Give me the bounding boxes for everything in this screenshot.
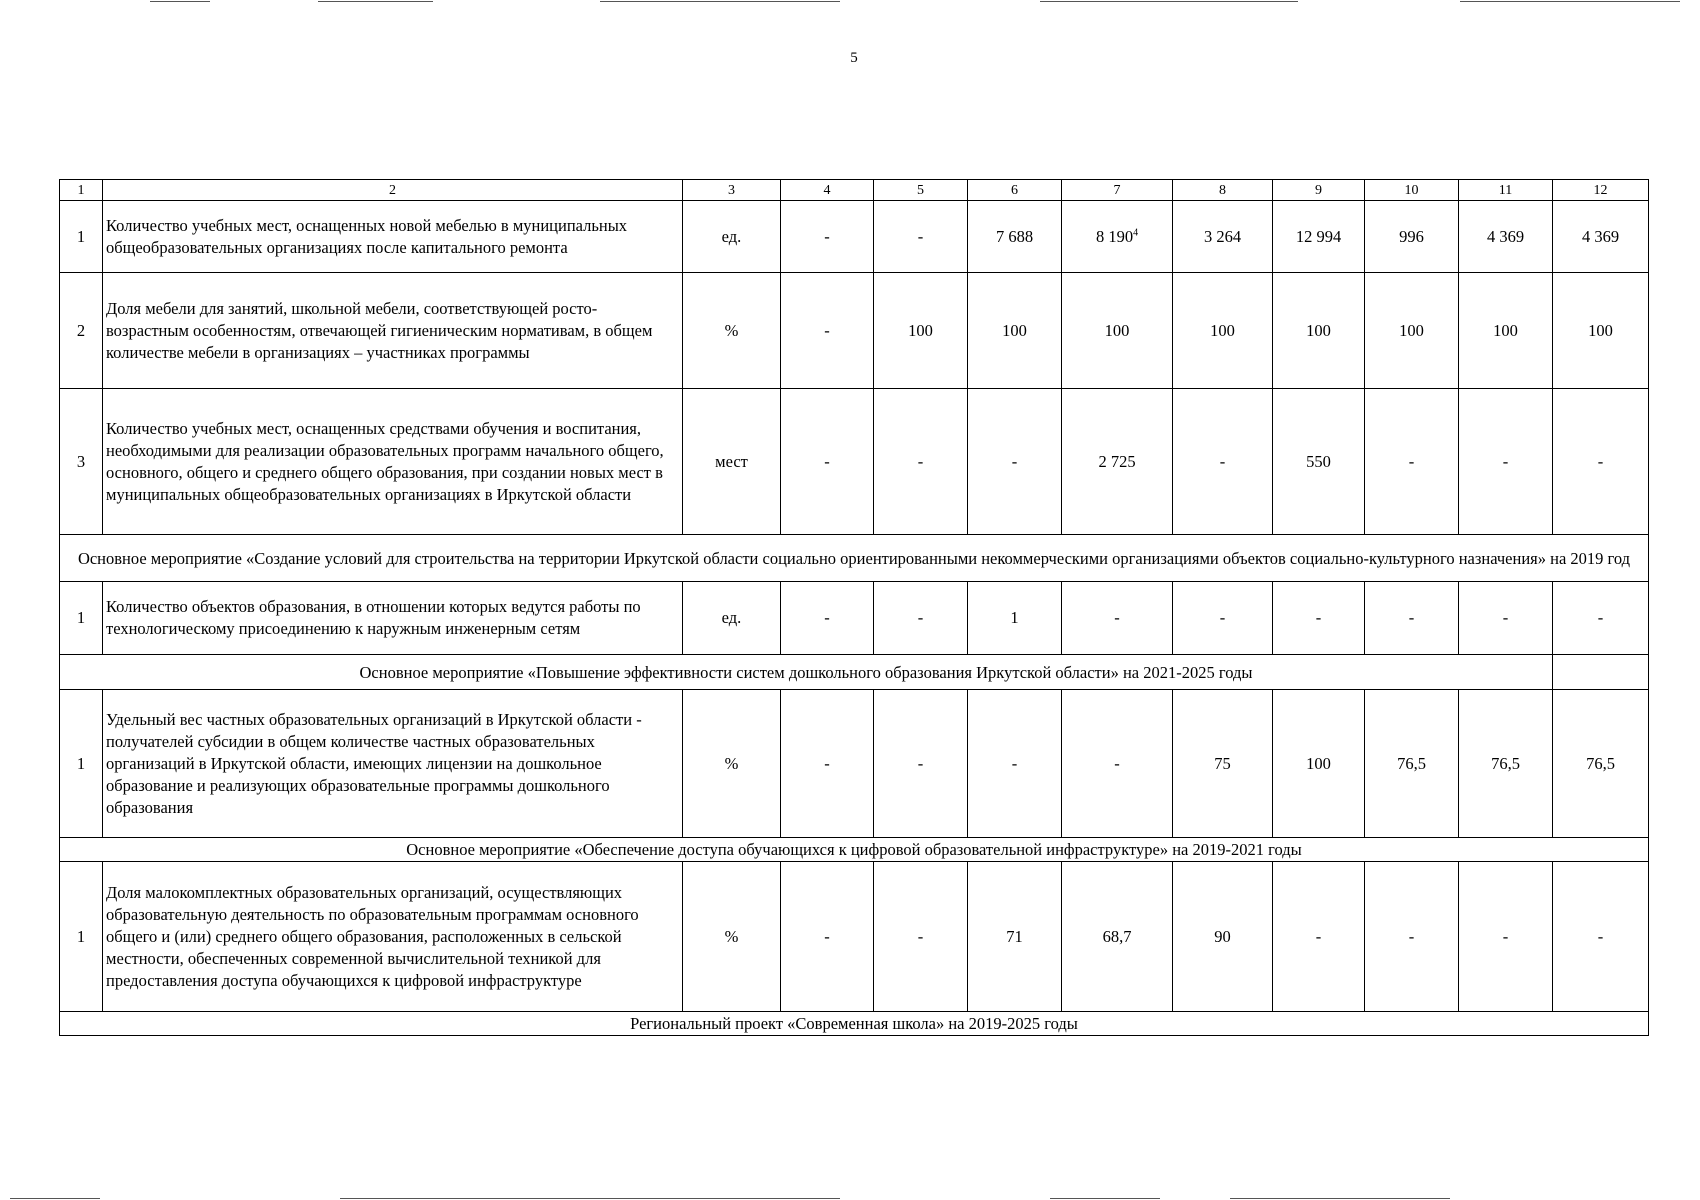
value-cell: 76,5 — [1365, 690, 1459, 838]
value-cell: - — [874, 582, 968, 655]
value-cell: - — [1365, 389, 1459, 535]
unit-cell: мест — [683, 389, 781, 535]
indicator-description: Количество учебных мест, оснащенных новой мебелью в муниципальных общеобразовательных организациях после капитального ремонта — [103, 201, 683, 273]
value-cell: - — [1365, 582, 1459, 655]
value-cell: 2 725 — [1062, 389, 1173, 535]
unit-cell: % — [683, 690, 781, 838]
value-cell: 100 — [1173, 273, 1273, 389]
row-number: 1 — [60, 582, 103, 655]
section-header-row — [60, 838, 1649, 862]
unit-cell: ед. — [683, 201, 781, 273]
value-cell: - — [781, 389, 874, 535]
value-cell: 550 — [1273, 389, 1365, 535]
table-row — [60, 273, 1649, 389]
value-cell: - — [968, 389, 1062, 535]
value-cell: - — [781, 201, 874, 273]
column-number-header: 6 — [968, 180, 1062, 201]
scan-edge-line — [150, 1, 210, 2]
table-row — [60, 389, 1649, 535]
scan-edge-line — [1050, 1198, 1160, 1199]
row-number: 1 — [60, 690, 103, 838]
unit-cell: % — [683, 862, 781, 1012]
value-cell: 4 369 — [1553, 201, 1649, 273]
indicator-description: Количество учебных мест, оснащенных средствами обучения и воспитания, необходимыми для реализации образовательных программ начального общего, основного, общего и среднего общего образования, при создании новых мест в муниципальных общеобразовательных организациях в Иркутской области — [103, 389, 683, 535]
value-text: 8 190 — [1095, 226, 1134, 246]
column-number-header: 11 — [1459, 180, 1553, 201]
value-cell: 996 — [1365, 201, 1459, 273]
value-cell: - — [874, 389, 968, 535]
scan-edge-line — [1230, 1198, 1450, 1199]
value-cell: - — [1553, 582, 1649, 655]
column-number-header: 12 — [1553, 180, 1649, 201]
value-cell: 4 369 — [1459, 201, 1553, 273]
column-number-header: 1 — [60, 180, 103, 201]
section-header-row — [60, 1012, 1649, 1036]
column-number-header: 8 — [1173, 180, 1273, 201]
table-row — [60, 201, 1649, 273]
scan-edge-line — [318, 1, 433, 2]
scan-edge-line — [1040, 1, 1298, 2]
row-number: 3 — [60, 389, 103, 535]
column-number-header: 7 — [1062, 180, 1173, 201]
value-cell: 100 — [1553, 273, 1649, 389]
unit-cell: % — [683, 273, 781, 389]
value-cell: - — [1459, 862, 1553, 1012]
value-cell: 7 688 — [968, 201, 1062, 273]
value-cell: - — [781, 862, 874, 1012]
value-cell — [1062, 201, 1173, 273]
section-title: Основное мероприятие «Обеспечение доступа обучающихся к цифровой образовательной инфраструктуре» на 2019-2021 годы — [60, 838, 1649, 862]
value-cell: 100 — [1459, 273, 1553, 389]
indicator-description: Количество объектов образования, в отношении которых ведутся работы по технологическому присоединению к наружным инженерным сетям — [103, 582, 683, 655]
indicator-description: Удельный вес частных образовательных организаций в Иркутской области - получателей субсидии в общем количестве частных образовательных организаций в Иркутской области, имеющих лицензии на дошкольное образование и реализующих образовательные программы дошкольного образования — [103, 690, 683, 838]
scan-edge-line — [600, 1, 840, 2]
value-cell: - — [781, 273, 874, 389]
value-cell: - — [781, 582, 874, 655]
page-number: 5 — [850, 50, 858, 66]
row-number: 1 — [60, 201, 103, 273]
value-cell: 68,7 — [1062, 862, 1173, 1012]
column-number-header: 10 — [1365, 180, 1459, 201]
column-number-header: 2 — [103, 180, 683, 201]
scan-edge-line — [10, 1198, 100, 1199]
value-cell: - — [1173, 582, 1273, 655]
value-cell: 100 — [874, 273, 968, 389]
section-title: Основное мероприятие «Создание условий для строительства на территории Иркутской области социально ориентированными некоммерческими организациями объектов социально-культурного назначения» на 2019 год — [60, 535, 1649, 582]
value-cell: - — [1273, 582, 1365, 655]
value-cell: - — [1062, 582, 1173, 655]
column-number-header: 9 — [1273, 180, 1365, 201]
section-header-row — [60, 535, 1649, 582]
row-number: 2 — [60, 273, 103, 389]
value-cell: - — [781, 690, 874, 838]
section-title: Основное мероприятие «Повышение эффективности систем дошкольного образования Иркутской области» на 2021-2025 годы — [60, 655, 1553, 690]
value-cell: - — [874, 690, 968, 838]
value-cell: 75 — [1173, 690, 1273, 838]
unit-cell: ед. — [683, 582, 781, 655]
value-cell: 100 — [1273, 273, 1365, 389]
indicator-description: Доля малокомплектных образовательных организаций, осуществляющих образовательную деятельность по образовательным программам основного общего и (или) среднего общего образования, расположенных в сельской местности, обеспеченных современной вычислительной техникой для предоставления доступа обучающихся к цифровой инфраструктуре — [103, 862, 683, 1012]
indicator-description: Доля мебели для занятий, школьной мебели, соответствующей росто-возрастным особенностям, отвечающей гигиеническим нормативам, в общем количестве мебели в организациях – участниках программы — [103, 273, 683, 389]
indicators-table — [59, 179, 1649, 1036]
table-header-row — [60, 180, 1649, 201]
value-cell: 100 — [1062, 273, 1173, 389]
value-cell: 1 — [968, 582, 1062, 655]
table-row — [60, 862, 1649, 1012]
section-title: Региональный проект «Современная школа» на 2019-2025 годы — [60, 1012, 1649, 1036]
row-number: 1 — [60, 862, 103, 1012]
column-number-header: 4 — [781, 180, 874, 201]
value-cell: 100 — [1273, 690, 1365, 838]
value-cell: - — [968, 690, 1062, 838]
value-cell: - — [1273, 862, 1365, 1012]
value-cell: 100 — [968, 273, 1062, 389]
value-cell: - — [874, 201, 968, 273]
scan-edge-line — [1460, 1, 1680, 2]
value-cell: - — [1365, 862, 1459, 1012]
value-cell: - — [1459, 389, 1553, 535]
value-cell: - — [1062, 690, 1173, 838]
scan-edge-line — [340, 1198, 840, 1199]
section-header-row — [60, 655, 1649, 690]
table-row — [60, 582, 1649, 655]
value-cell: - — [1553, 389, 1649, 535]
value-cell: 12 994 — [1273, 201, 1365, 273]
table-row — [60, 690, 1649, 838]
column-number-header: 3 — [683, 180, 781, 201]
value-cell: 100 — [1365, 273, 1459, 389]
value-cell: - — [1173, 389, 1273, 535]
footnote-marker: 4 — [1133, 227, 1139, 238]
value-cell: 3 264 — [1173, 201, 1273, 273]
value-cell: 76,5 — [1459, 690, 1553, 838]
value-cell: - — [1553, 862, 1649, 1012]
value-cell: - — [1459, 582, 1553, 655]
value-cell: - — [874, 862, 968, 1012]
value-cell: 71 — [968, 862, 1062, 1012]
value-cell: 90 — [1173, 862, 1273, 1012]
empty-cell — [1553, 655, 1649, 690]
value-cell: 76,5 — [1553, 690, 1649, 838]
column-number-header: 5 — [874, 180, 968, 201]
